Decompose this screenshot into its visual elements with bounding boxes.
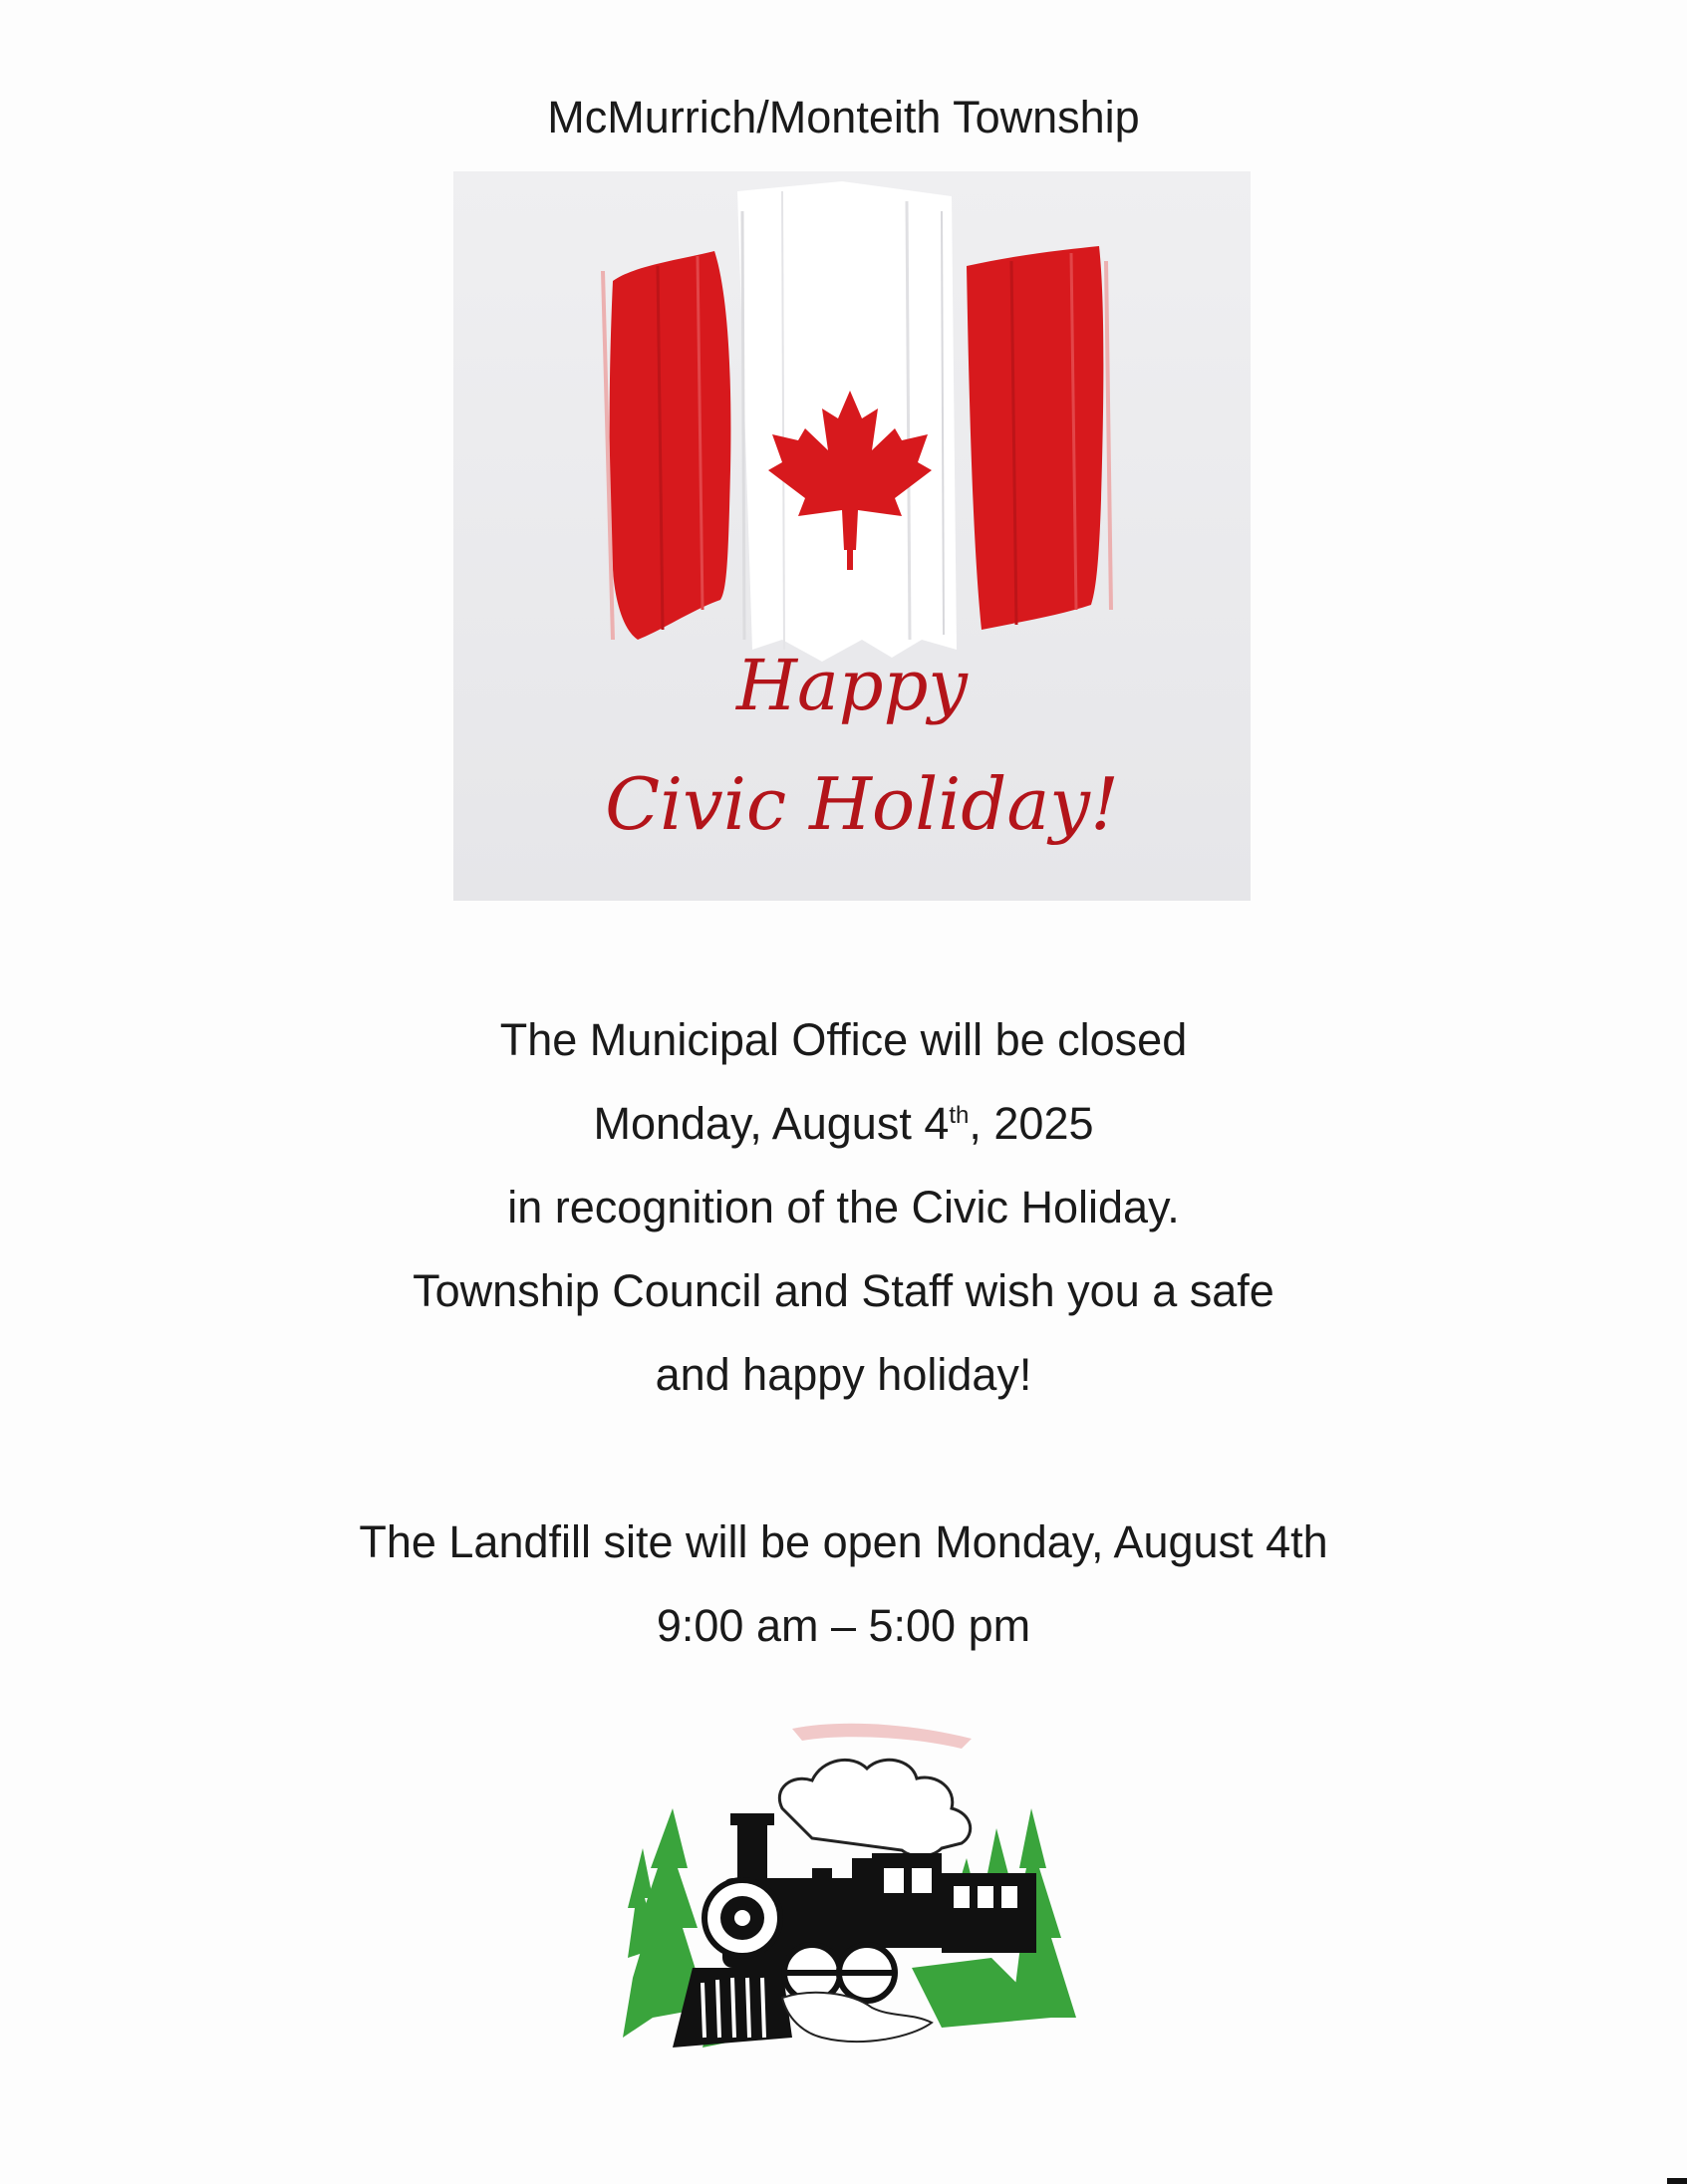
- notice-line-5: and happy holiday!: [655, 1349, 1032, 1400]
- banner-civic-holiday-text: Civic Holiday!: [605, 762, 1119, 846]
- canada-flag-image: [453, 171, 1251, 901]
- landfill-line-1: The Landfill site will be open Monday, August 4th: [359, 1516, 1328, 1567]
- notice-line-1: The Municipal Office will be closed: [499, 1014, 1188, 1065]
- left-red-band: [603, 251, 730, 640]
- landfill-hours: 9:00 am – 5:00 pm: [656, 1600, 1031, 1651]
- steam-train-icon: [613, 1719, 1091, 2067]
- notice-line-2: [0, 1092, 1687, 1176]
- spacer: [0, 1427, 1687, 1510]
- banner-happy-text: Happy: [736, 645, 968, 726]
- township-title: McMurrich/Monteith Township: [547, 92, 1140, 142]
- notice-date: Monday, August 4: [593, 1098, 950, 1149]
- notice-line-3: in recognition of the Civic Holiday.: [507, 1182, 1180, 1232]
- notice-body: [0, 1008, 1687, 1678]
- right-red-band: [967, 246, 1111, 630]
- civic-holiday-banner: [453, 171, 1251, 901]
- smoke-icon: [779, 1760, 970, 1855]
- notice-line-4: Township Council and Staff wish you a safe: [413, 1265, 1274, 1316]
- smoke-tint: [792, 1724, 972, 1749]
- notice-year: , 2025: [969, 1098, 1094, 1149]
- scan-edge-mark: [1667, 2178, 1687, 2184]
- notice-date-suffix: th: [949, 1102, 970, 1129]
- township-logo: [613, 1719, 1091, 2067]
